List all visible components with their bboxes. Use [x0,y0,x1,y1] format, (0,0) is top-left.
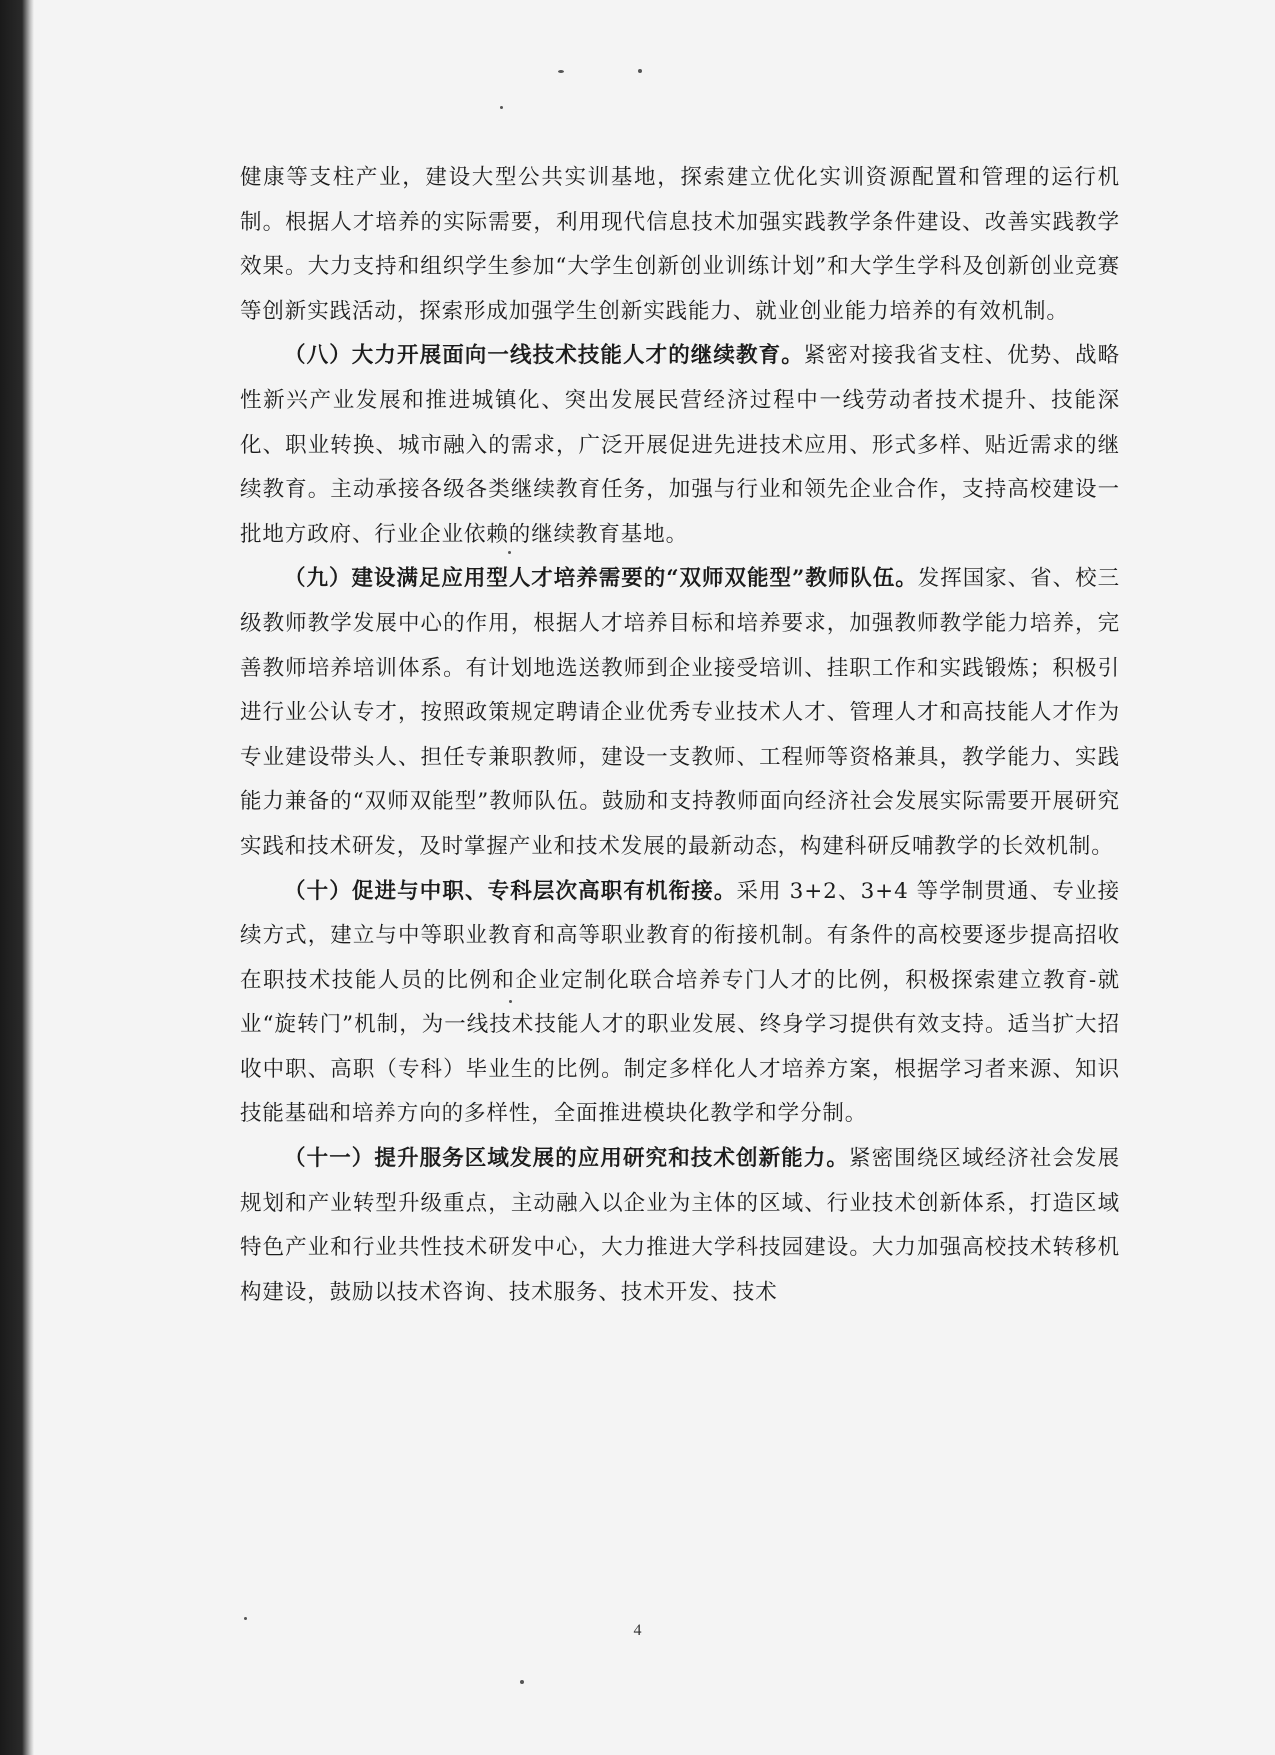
scan-speck [500,106,503,109]
paragraph-section-11 [240,1137,1120,1315]
page-number: 4 [633,1622,642,1639]
paragraph-body: 发挥国家、省、校三级教师教学发展中心的作用，根据人才培养目标和培养要求，加强教师教学能力培养，完善教师培养培训体系。有计划地选送教师到企业接受培训、挂职工作和实践锻炼；积极引进行业公认专才，按照政策规定聘请企业优秀专业技术人才、管理人才和高技能人才作为专业建设带头人、担任专兼职教师，建设一支教师、工程师等资格兼具，教学能力、实践能力兼备的“双师双能型”教师队伍。鼓励和支持教师面向经济社会发展实际需要开展研究实践和技术研发，及时掌握产业和技术发展的最新动态，构建科研反哺教学的长效机制。 [240,566,1120,859]
paragraph-body: 紧密围绕区域经济社会发展规划和产业转型升级重点，主动融入以企业为主体的区域、行业技术创新体系，打造区域特色产业和行业共性技术研发中心，大力推进大学科技园建设。大力加强高校技术转移机构建设，鼓励以技术咨询、技术服务、技术开发、技术 [240,1146,1120,1305]
scan-speck [558,70,564,73]
scan-shadow-edge [0,0,34,1755]
paragraph-body: 健康等支柱产业，建设大型公共实训基地，探索建立优化实训资源配置和管理的运行机制。根据人才培养的实际需要，利用现代信息技术加强实践教学条件建设、改善实践教学效果。大力支持和组织学生参加“大学生创新创业训练计划”和大学生学科及创新创业竞赛等创新实践活动，探索形成加强学生创新实践能力、就业创业能力培养的有效机制。 [240,165,1120,324]
scan-speck [520,1680,524,1684]
section-heading: （十）促进与中职、专科层次高职有机衔接。 [284,878,737,904]
section-heading: （八）大力开展面向一线技术技能人才的继续教育。 [284,343,804,369]
paragraph-section-9 [240,557,1120,869]
document-body [240,156,1120,1315]
scan-speck [638,69,642,73]
section-heading: （十一）提升服务区域发展的应用研究和技术创新能力。 [284,1146,849,1172]
paragraph-body: 采用 3+2、3+4 等学制贯通、专业接续方式，建立与中等职业教育和高等职业教育的衔接机制。有条件的高校要逐步提高招收在职技术技能人员的比例和企业定制化联合培养专门人才的比例，积极探索建立教育-就业“旋转门”机制，为一线技术技能人才的职业发展、终身学习提供有效支持。适当扩大招收中职、高职（专科）毕业生的比例。制定多样化人才培养方案，根据学习者来源、知识技能基础和培养方向的多样性，全面推进模块化教学和学分制。 [240,878,1120,1127]
section-heading: （九）建设满足应用型人才培养需要的“双师双能型”教师队伍。 [284,566,918,592]
paragraph-continuation [240,156,1120,334]
scan-speck [244,1617,247,1620]
paragraph-section-10 [240,870,1120,1138]
paragraph-section-8 [240,334,1120,557]
paragraph-body: 紧密对接我省支柱、优势、战略性新兴产业发展和推进城镇化、突出发展民营经济过程中一线劳动者技术提升、技能深化、职业转换、城市融入的需求，广泛开展促进先进技术应用、形式多样、贴近需求的继续教育。主动承接各级各类继续教育任务，加强与行业和领先企业合作，支持高校建设一批地方政府、行业企业依赖的继续教育基地。 [240,343,1120,547]
